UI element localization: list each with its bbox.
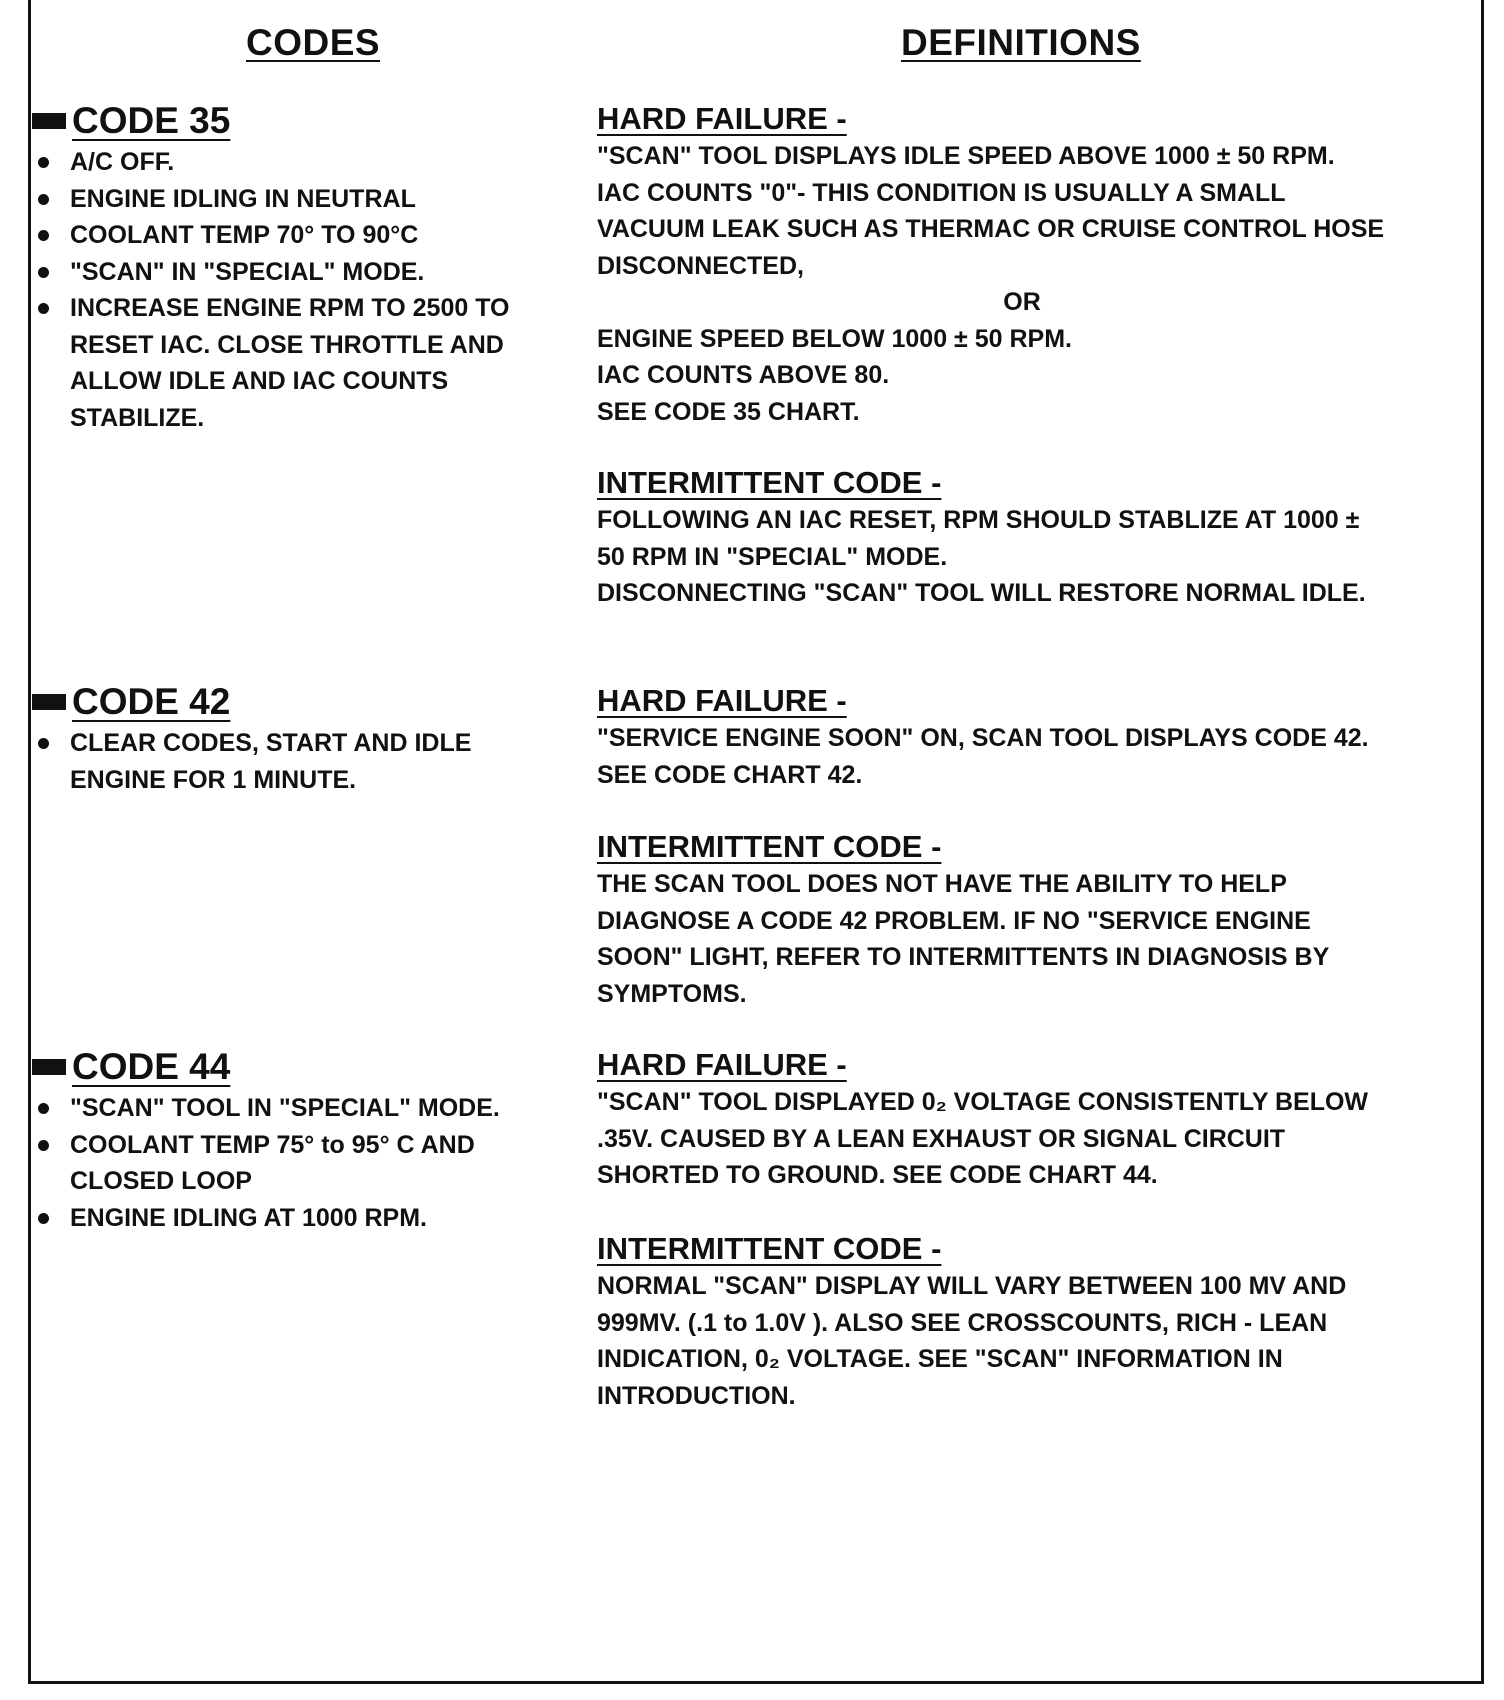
bullet-icon: [38, 230, 49, 241]
code-44-intermittent: [597, 1230, 1447, 1414]
definition-line: "SCAN" TOOL DISPLAYS IDLE SPEED ABOVE 1000 ± 50 RPM.: [597, 142, 1335, 170]
bar-marker-icon: [32, 1059, 66, 1075]
definition-line: SOON" LIGHT, REFER TO INTERMITTENTS IN DIAGNOSIS BY: [597, 943, 1330, 971]
condition-list: [32, 144, 552, 436]
condition-item: INCREASE ENGINE RPM TO 2500 TO RESET IAC. CLOSE THROTTLE AND ALLOW IDLE AND IAC COUNTS STABILIZE.: [32, 290, 550, 436]
definition-line: 999MV. (.1 to 1.0V ). ALSO SEE CROSSCOUNTS, RICH - LEAN: [597, 1308, 1328, 1337]
hard-failure-heading: HARD FAILURE -: [597, 1047, 847, 1082]
bullet-icon: [38, 1140, 49, 1151]
condition-item: ENGINE IDLING AT 1000 RPM.: [32, 1200, 552, 1237]
condition-item: COOLANT TEMP 75° to 95° C AND CLOSED LOOP: [32, 1127, 540, 1200]
code-title: [32, 679, 552, 725]
definition-line: INTRODUCTION.: [597, 1381, 796, 1410]
code-42-conditions: [32, 679, 552, 798]
code-35-intermittent: [597, 464, 1447, 612]
definition-line: "SCAN" TOOL DISPLAYED 0₂ VOLTAGE CONSISTENTLY BELOW: [597, 1088, 1369, 1116]
definition-line: 50 RPM IN "SPECIAL" MODE.: [597, 542, 948, 571]
definition-line: INDICATION, 0₂ VOLTAGE. SEE "SCAN" INFORMATION IN: [597, 1345, 1283, 1373]
codes-column-header: CODES: [246, 22, 381, 63]
code-42-intermittent: [597, 828, 1447, 1012]
condition-list: [32, 1090, 552, 1236]
definition-line: THE SCAN TOOL DOES NOT HAVE THE ABILITY TO HELP: [597, 870, 1287, 898]
condition-item: "SCAN" TOOL IN "SPECIAL" MODE.: [32, 1090, 552, 1127]
definitions-column-header: DEFINITIONS: [901, 22, 1141, 63]
code-42-hard-failure: [597, 682, 1447, 793]
definition-line: DIAGNOSE A CODE 42 PROBLEM. IF NO "SERVICE ENGINE: [597, 906, 1311, 935]
code-35-hard-failure: [597, 100, 1447, 430]
bullet-icon: [38, 267, 49, 278]
definition-line: IAC COUNTS "0"- THIS CONDITION IS USUALLY A SMALL: [597, 178, 1286, 207]
bullet-icon: [38, 1103, 49, 1114]
code-44-hard-failure: [597, 1046, 1447, 1194]
bullet-icon: [38, 157, 49, 168]
definition-line: FOLLOWING AN IAC RESET, RPM SHOULD STABLIZE AT 1000 ±: [597, 506, 1360, 534]
code-title-text: CODE 42: [72, 681, 231, 722]
condition-list: [32, 725, 552, 798]
intermittent-heading: INTERMITTENT CODE -: [597, 465, 942, 500]
definition-line: DISCONNECTED,: [597, 251, 804, 280]
intermittent-heading: INTERMITTENT CODE -: [597, 1231, 942, 1266]
bar-marker-icon: [32, 113, 66, 129]
bullet-icon: [38, 303, 49, 314]
condition-item: COOLANT TEMP 70° TO 90°C: [32, 217, 552, 254]
definition-line: SYMPTOMS.: [597, 979, 747, 1008]
definition-line: IAC COUNTS ABOVE 80.: [597, 361, 890, 389]
definition-line: ENGINE SPEED BELOW 1000 ± 50 RPM.: [597, 324, 1072, 353]
definition-line: VACUUM LEAK SUCH AS THERMAC OR CRUISE CONTROL HOSE: [597, 215, 1385, 243]
code-title: [32, 1044, 552, 1090]
code-44-conditions: [32, 1044, 552, 1236]
code-title-text: CODE 44: [72, 1046, 231, 1087]
definition-line: NORMAL "SCAN" DISPLAY WILL VARY BETWEEN 100 MV AND: [597, 1272, 1347, 1300]
definition-line: SHORTED TO GROUND. SEE CODE CHART 44.: [597, 1161, 1158, 1189]
definition-line: SEE CODE CHART 42.: [597, 760, 863, 789]
condition-item: A/C OFF.: [32, 144, 552, 181]
code-35-conditions: [32, 98, 552, 436]
bullet-icon: [38, 1213, 49, 1224]
bullet-icon: [38, 738, 49, 749]
code-title: [32, 98, 552, 144]
hard-failure-heading: HARD FAILURE -: [597, 101, 847, 136]
bar-marker-icon: [32, 694, 66, 710]
condition-item: "SCAN" IN "SPECIAL" MODE.: [32, 254, 552, 291]
definition-line: DISCONNECTING "SCAN" TOOL WILL RESTORE NORMAL IDLE.: [597, 579, 1366, 607]
definition-line: SEE CODE 35 CHART.: [597, 397, 860, 426]
bullet-icon: [38, 194, 49, 205]
code-title-text: CODE 35: [72, 100, 231, 141]
definition-line: .35V. CAUSED BY A LEAN EXHAUST OR SIGNAL CIRCUIT: [597, 1124, 1286, 1153]
condition-item: ENGINE IDLING IN NEUTRAL: [32, 181, 552, 218]
intermittent-heading: INTERMITTENT CODE -: [597, 829, 942, 864]
or-separator: OR: [1003, 288, 1041, 316]
condition-item: CLEAR CODES, START AND IDLE ENGINE FOR 1 MINUTE.: [32, 725, 500, 798]
definition-line: "SERVICE ENGINE SOON" ON, SCAN TOOL DISPLAYS CODE 42.: [597, 724, 1369, 752]
hard-failure-heading: HARD FAILURE -: [597, 683, 847, 718]
